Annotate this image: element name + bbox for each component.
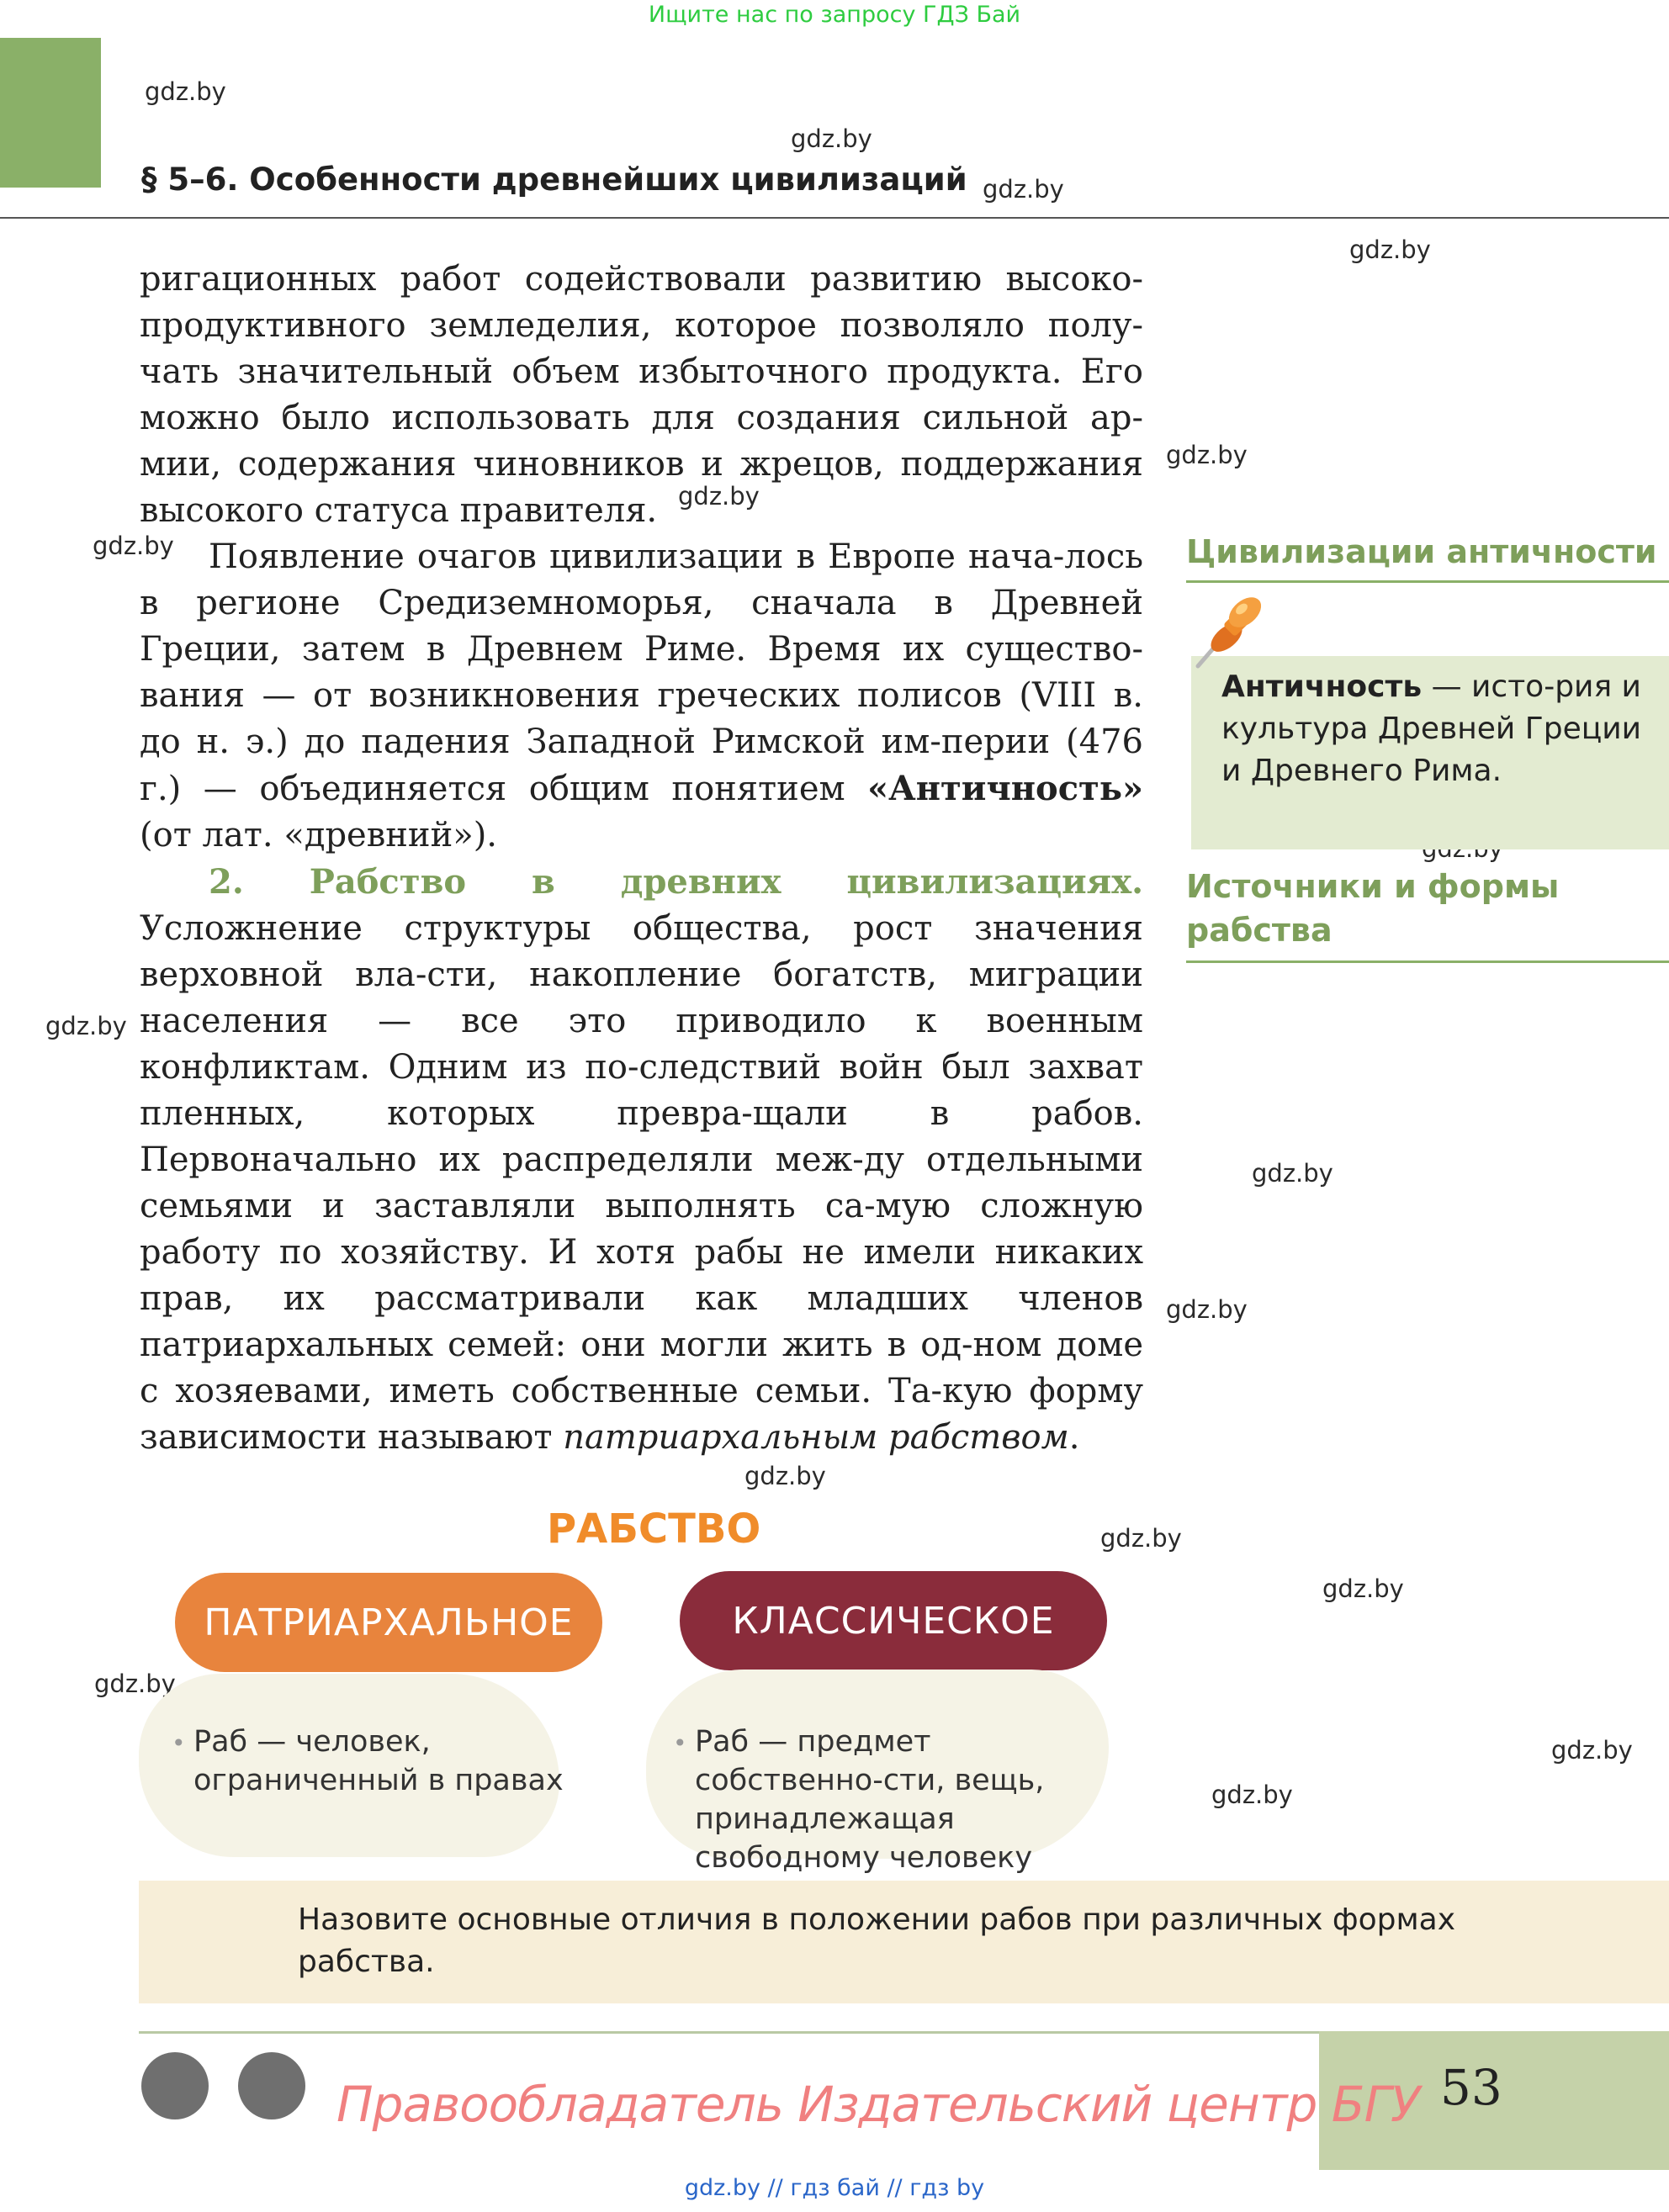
question-text: Назовите основные отличия в положении рабов при различных формах рабства. xyxy=(298,1902,1456,1979)
watermark: gdz.by xyxy=(791,124,872,153)
copyright-notice: Правообладатель Издательский центр БГУ xyxy=(336,2076,1420,2133)
watermark: gdz.by xyxy=(1349,235,1431,264)
margin-divider xyxy=(1186,960,1669,963)
watermark: gdz.by xyxy=(94,1670,176,1698)
bullet-icon: • xyxy=(172,1729,186,1757)
watermark: gdz.by xyxy=(983,175,1064,204)
watermark: gdz.by xyxy=(1100,1524,1182,1553)
patriarchal-description: Раб — человек, ограниченный в правах xyxy=(193,1725,564,1797)
margin-heading: Цивилизации античности xyxy=(1186,533,1657,570)
watermark: gdz.by xyxy=(1166,441,1248,469)
classical-description: Раб — предмет собственно-сти, вещь, принадлежащая свободному человеку xyxy=(695,1725,1045,1875)
decorative-circle xyxy=(141,2052,209,2119)
page-header-title: § 5–6. Особенности древнейших цивилизаций xyxy=(141,161,967,198)
top-search-banner: Ищите нас по запросу ГДЗ Бай xyxy=(648,2,1021,28)
watermark: gdz.by xyxy=(93,532,174,560)
watermark: gdz.by xyxy=(45,1012,127,1040)
bottom-links[interactable]: gdz.by // гдз бай // гдз by xyxy=(684,2175,985,2201)
watermark: gdz.by xyxy=(145,77,226,106)
paragraph: ригационных работ содействовали развитию высоко-продуктивного земледелия, которое позволяло полу-чать значительный объем избыточного продукта. Его можно было использовать для создания сильной ар-мии, содержания чиновников и жрецов, поддержания высокого статуса правителя. xyxy=(140,260,1143,530)
definition-term: Античность xyxy=(1221,669,1423,704)
watermark: gdz.by xyxy=(678,482,760,511)
main-text xyxy=(140,257,1143,1461)
margin-heading: Источники и формы рабства xyxy=(1186,868,1560,949)
watermark: gdz.by xyxy=(1322,1574,1404,1603)
watermark: gdz.by xyxy=(1211,1781,1293,1809)
page-number: 53 xyxy=(1440,2059,1502,2116)
header-divider xyxy=(0,217,1669,219)
paragraph: 2. Рабство в древних цивилизациях. Усложнение структуры общества, рост значения верховной вла-сти, накопление богатств, миграции населения — все это приводило к военным конфликтам. Одним из по-следствий войн был захват пленных, которых превра-щали в рабов. Первоначально их распределяли меж-ду отдельными семьями и заставляли выполнять са-мую сложную работу по хозяйству. И хотя рабы не имели никаких прав, их рассматривали как младших членов патриархальных семей: они могли жить в од-ном доме с хозяевами, иметь собственные семьи. Та-кую форму зависимости называют патриархальным рабством. xyxy=(140,862,1143,1457)
watermark: gdz.by xyxy=(1252,1159,1333,1188)
diagram-title: РАБСТВО xyxy=(547,1506,761,1553)
watermark: gdz.by xyxy=(1551,1736,1633,1765)
pushpin-icon xyxy=(1188,589,1272,673)
term-patriarchal-slavery: патриархальным рабством xyxy=(563,1418,1069,1457)
margin-divider xyxy=(1186,580,1669,583)
bullet-icon: • xyxy=(673,1729,687,1757)
type-classical: КЛАССИЧЕСКОЕ xyxy=(680,1571,1107,1670)
watermark: gdz.by xyxy=(744,1462,826,1490)
decorative-circle xyxy=(238,2052,305,2119)
term-antiquity: «Античность» xyxy=(867,769,1143,808)
paragraph: Появление очагов цивилизации в Европе нача-лось в регионе Средиземноморья, сначала в Древней Греции, затем в Древнем Риме. Время их существо-вания — от возникновения греческих полисов (VIII в. до н. э.) до падения Западной Римской им-перии (476 г.) — объединяется общим понятием «Античность» (от лат. «древний»). xyxy=(140,537,1143,855)
watermark: gdz.by xyxy=(1166,1295,1248,1324)
section-heading: 2. Рабство в древних цивилизациях. xyxy=(209,862,1143,902)
chapter-tab xyxy=(0,38,101,188)
definition-text: Античность — исто-рия и культура Древней Греции и Древнего Рима. xyxy=(1221,669,1642,788)
type-patriarchal: ПАТРИАРХАЛЬНОЕ xyxy=(175,1573,602,1672)
